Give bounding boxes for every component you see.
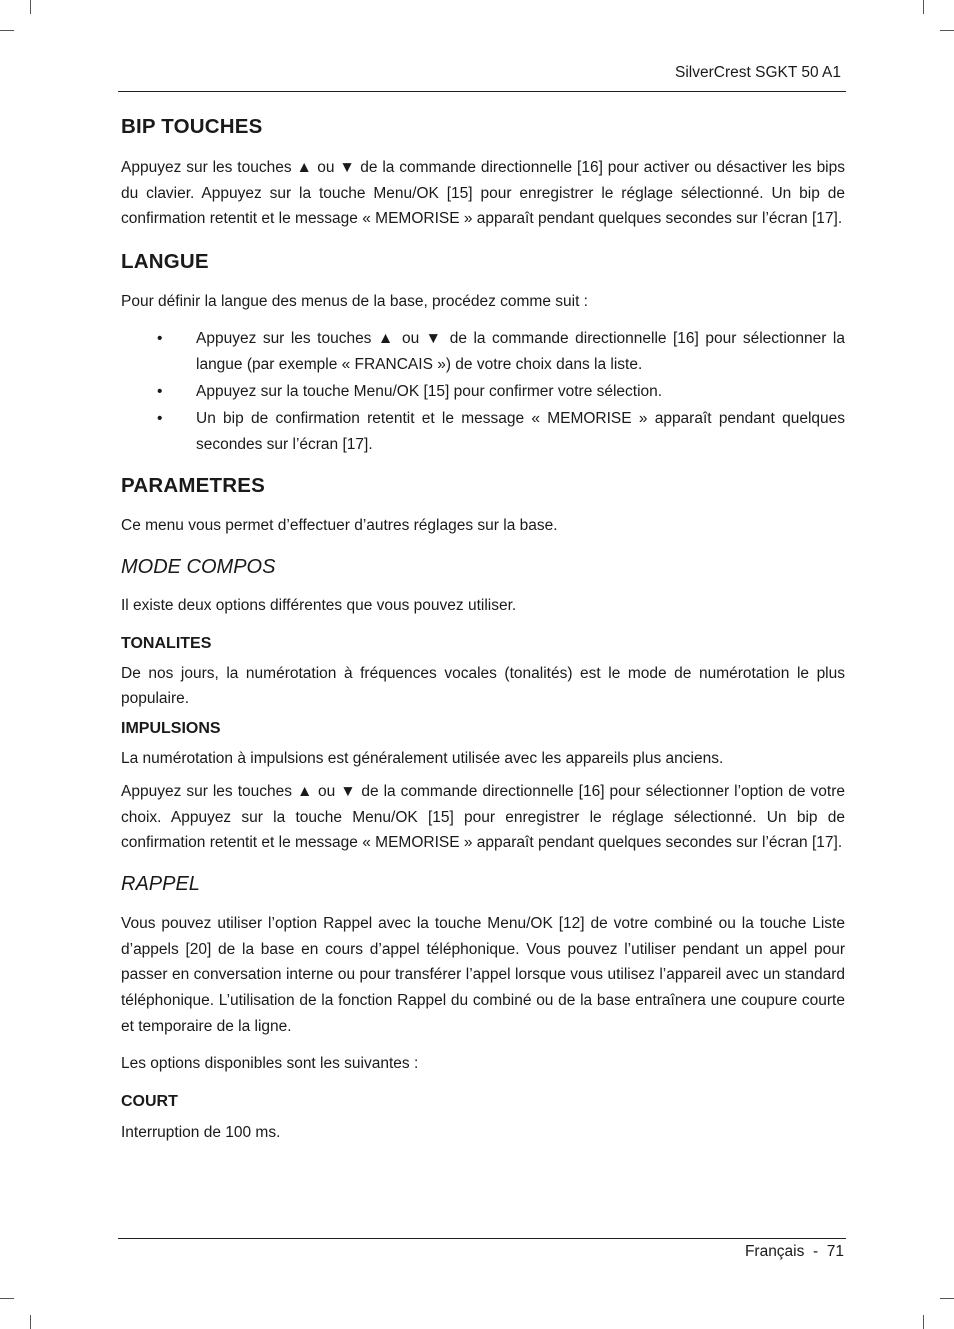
paragraph: Vous pouvez utiliser l’option Rappel avec la touche Menu/OK [12] de votre combiné ou la touche Liste d’appels [20] de la base en cours d’appel téléphonique. Vous pouvez l’utiliser pendant un appel pour passer en conversation interne ou pour transférer l’appel lorsque vous utilisez l’appareil avec un standard téléphonique. L’utilisation de la fonction Rappel du combiné ou de la base entraînera une coupure courte et temporaire de la ligne. xyxy=(121,914,845,1035)
header-rule xyxy=(118,91,846,92)
list-item xyxy=(121,379,845,405)
bullet-icon: • xyxy=(157,329,163,347)
page-content xyxy=(121,110,845,1146)
list-item xyxy=(121,326,845,377)
paragraph: Les options disponibles sont les suivantes : xyxy=(121,1055,419,1073)
page-number: Français - 71 xyxy=(744,1243,844,1260)
list-item xyxy=(121,406,845,457)
crop-mark xyxy=(940,1298,954,1299)
crop-mark xyxy=(30,0,31,14)
paragraph: Interruption de 100 ms. xyxy=(121,1124,281,1142)
option-title-tonalites: TONALITES xyxy=(121,634,212,652)
option-title-court: COURT xyxy=(121,1093,178,1111)
paragraph: Appuyez sur les touches ▲ ou ▼ de la commande directionnelle [16] pour activer ou désactiver les bips du clavier. Appuyez sur la touche Menu/OK [15] pour enregistrer le réglage sélectionné. Un bip de confirmation retentit et le message « MEMORISE » apparaît pendant quelques secondes sur l’écran [17]. xyxy=(121,159,845,228)
running-header: SilverCrest SGKT 50 A1 xyxy=(675,64,841,81)
paragraph: Il existe deux options différentes que vous pouvez utiliser. xyxy=(121,597,517,615)
list-item-text: Appuyez sur les touches ▲ ou ▼ de la commande directionnelle [16] pour sélectionner la langue (par exemple « FRANCAIS ») de votre choix dans la liste. xyxy=(196,329,845,373)
list-item-text: Appuyez sur la touche Menu/OK [15] pour confirmer votre sélection. xyxy=(196,383,663,401)
paragraph: Pour définir la langue des menus de la base, procédez comme suit : xyxy=(121,293,588,311)
list-item-text: Un bip de confirmation retentit et le message « MEMORISE » apparaît pendant quelques secondes sur l’écran [17]. xyxy=(196,409,845,453)
subsection-title-rappel: RAPPEL xyxy=(121,872,200,895)
crop-mark xyxy=(940,30,954,31)
subsection-title-mode-compos: MODE COMPOS xyxy=(121,556,276,579)
bullet-icon: • xyxy=(157,383,163,401)
crop-mark xyxy=(0,1298,14,1299)
section-title-parametres: PARAMETRES xyxy=(121,474,265,498)
crop-mark xyxy=(923,1315,924,1329)
crop-mark xyxy=(0,30,14,31)
bullet-list xyxy=(121,326,845,458)
paragraph: De nos jours, la numérotation à fréquences vocales (tonalités) est le mode de numérotation le plus populaire. xyxy=(121,664,845,708)
crop-mark xyxy=(923,0,924,14)
section-title-bip-touches: BIP TOUCHES xyxy=(121,115,263,138)
paragraph: La numérotation à impulsions est généralement utilisée avec les appareils plus anciens. xyxy=(121,750,724,768)
paragraph: Ce menu vous permet d’effectuer d’autres réglages sur la base. xyxy=(121,517,558,535)
crop-mark xyxy=(30,1315,31,1329)
footer-rule xyxy=(118,1238,846,1239)
bullet-icon: • xyxy=(157,409,163,427)
section-title-langue: LANGUE xyxy=(121,250,209,274)
paragraph: Appuyez sur les touches ▲ ou ▼ de la commande directionnelle [16] pour sélectionner l’option de votre choix. Appuyez sur la touche Menu/OK [15] pour enregistrer le réglage sélectionné. Un bip de confirmation retentit et le message « MEMORISE » apparaît pendant quelques secondes sur l’écran [17]. xyxy=(121,782,845,852)
option-title-impulsions: IMPULSIONS xyxy=(121,720,221,738)
